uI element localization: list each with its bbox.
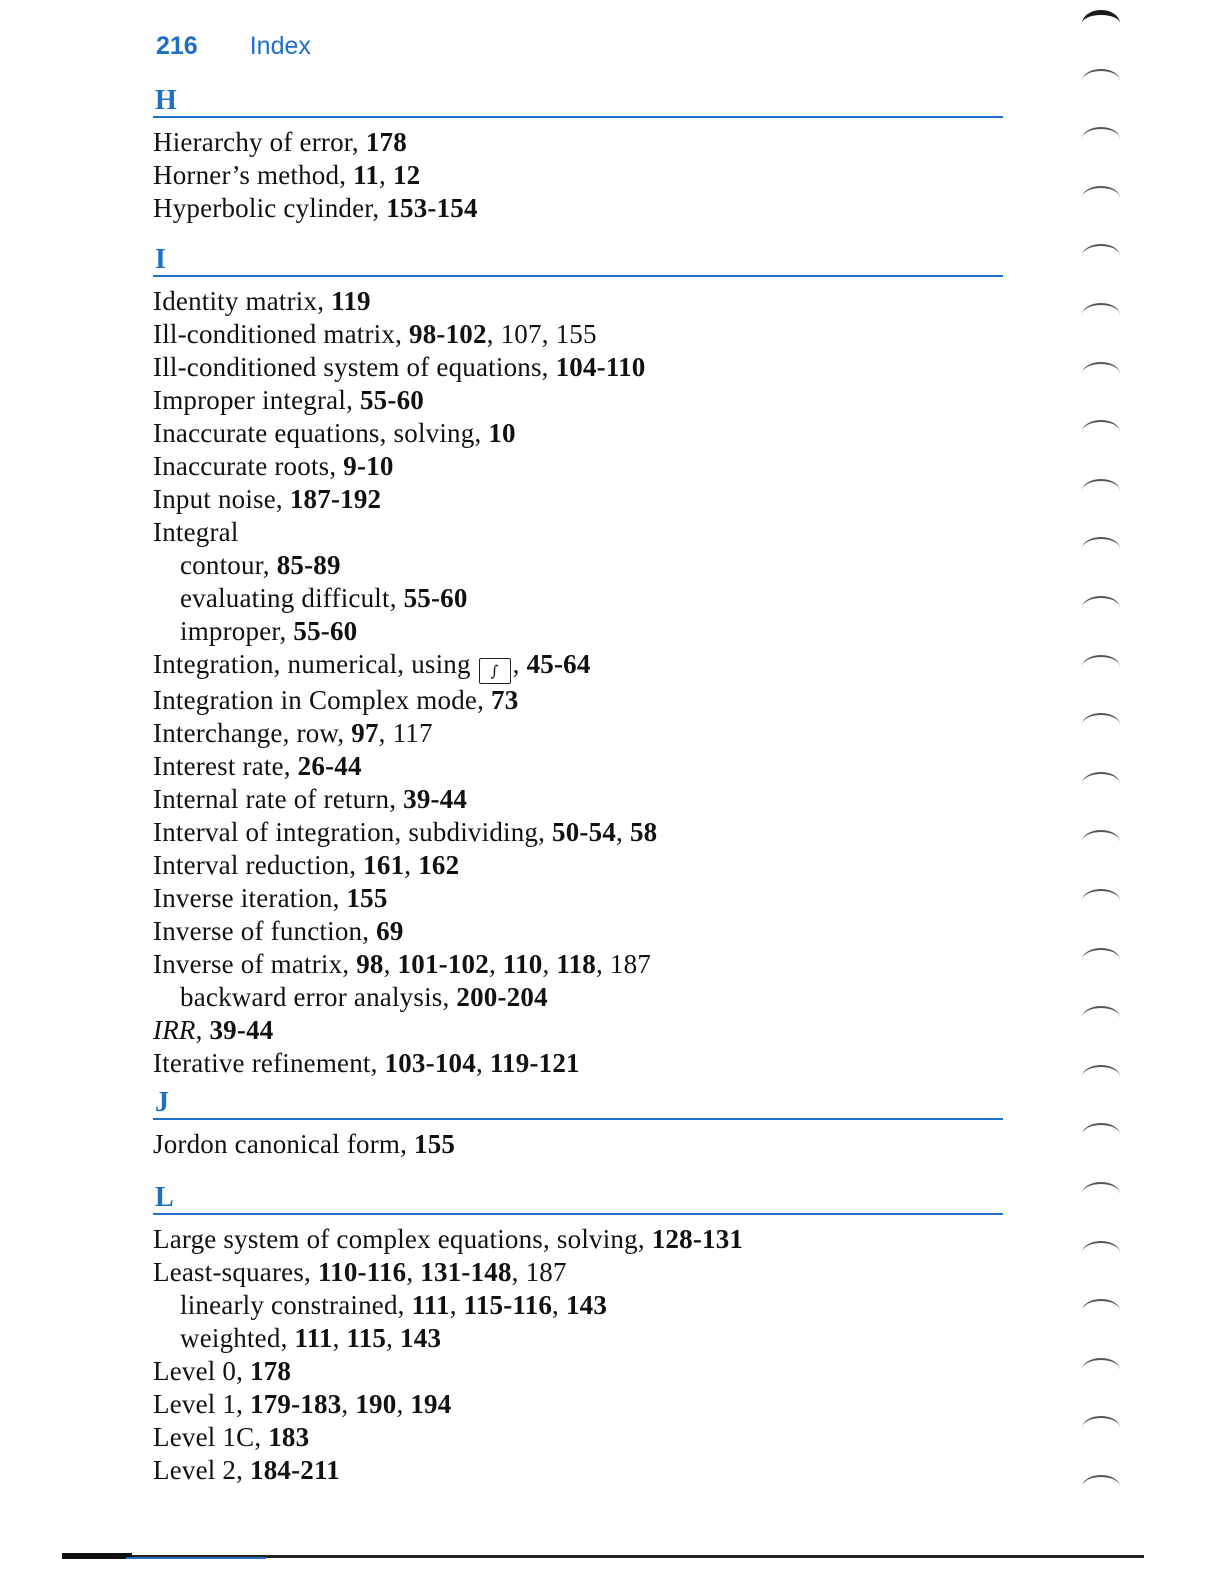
entry-text: Hyperbolic cylinder, — [153, 193, 387, 223]
entry-text: Interchange, row, — [153, 718, 352, 748]
section-header — [153, 84, 1003, 118]
index-entry — [153, 516, 1003, 549]
entry-text: Integral — [153, 517, 239, 547]
binding-ring-icon — [1082, 537, 1120, 561]
entry-text: , — [341, 1389, 356, 1419]
binding-ring-icon — [1082, 830, 1120, 854]
entry-text: , — [512, 649, 527, 679]
entry-text: , — [396, 1389, 411, 1419]
index-subentry — [153, 1322, 1003, 1355]
page-reference: 98 — [356, 949, 384, 979]
section-header — [153, 243, 1003, 277]
page-reference: 178 — [365, 127, 407, 157]
index-entry — [153, 684, 1003, 717]
page-reference: 153-154 — [386, 193, 478, 223]
index-entry — [153, 285, 1003, 318]
index-entry — [153, 159, 1003, 192]
index-section-l — [153, 1181, 1003, 1487]
index-entry — [153, 192, 1003, 225]
entry-text: evaluating difficult, — [180, 583, 404, 613]
entry-text: Large system of complex equations, solving, — [153, 1224, 652, 1254]
entry-text: Interval of integration, subdividing, — [153, 817, 553, 847]
page-reference: 178 — [250, 1356, 292, 1386]
entry-text: , 107, 155 — [486, 319, 597, 349]
page-reference: 10 — [488, 418, 516, 448]
binding-ring-icon — [1082, 948, 1120, 972]
page-reference: 128-131 — [651, 1224, 744, 1254]
binding-ring-icon — [1082, 10, 1120, 37]
entry-text: Inaccurate roots, — [153, 451, 344, 481]
page-reference: 179-183 — [250, 1389, 342, 1419]
index-entry — [153, 1421, 1003, 1454]
binding-ring-icon — [1082, 1006, 1120, 1030]
entry-text: Level 2, — [153, 1455, 251, 1485]
section-letter: L — [155, 1182, 174, 1213]
section-letter: H — [155, 85, 177, 116]
entry-text: Inverse of function, — [153, 916, 377, 946]
index-entry — [153, 816, 1003, 849]
page-reference: 143 — [565, 1290, 608, 1320]
page-reference: 187-192 — [289, 484, 382, 514]
index-entry — [153, 1256, 1003, 1289]
page-reference: 110-116 — [317, 1257, 407, 1287]
integrate-key-icon: ∫ — [479, 658, 511, 684]
page-reference: 9-10 — [343, 451, 394, 481]
index-entry — [153, 126, 1003, 159]
binding-ring-icon — [1082, 244, 1120, 268]
section-header — [153, 1086, 1003, 1120]
entry-list — [153, 1215, 1003, 1487]
page-reference: 26-44 — [297, 751, 362, 781]
entry-text: Ill-conditioned matrix, — [153, 319, 409, 349]
index-subentry — [153, 615, 1003, 648]
page-reference: 111 — [294, 1323, 333, 1353]
entry-text: , — [449, 1290, 464, 1320]
index-entry — [153, 882, 1003, 915]
page-reference: 39-44 — [403, 784, 468, 814]
index-entry — [153, 1454, 1003, 1487]
page-reference: 11 — [353, 160, 380, 190]
entry-text: contour, — [180, 550, 277, 580]
entry-text: Jordon canonical form, — [153, 1129, 415, 1159]
index-subentry — [153, 549, 1003, 582]
index-entry — [153, 717, 1003, 750]
page-reference: 55-60 — [293, 616, 358, 646]
binding-ring-icon — [1082, 1241, 1120, 1265]
index-entry — [153, 1128, 1003, 1161]
section-rule — [153, 1118, 1003, 1120]
binding-ring-icon — [1082, 1299, 1120, 1323]
page-reference: 98-102 — [409, 319, 487, 349]
entry-text: , — [475, 1048, 490, 1078]
entry-text: , 117 — [378, 718, 433, 748]
running-head — [156, 30, 311, 62]
entry-list — [153, 1120, 1003, 1161]
page-reference: 200-204 — [456, 982, 548, 1012]
entry-text: , 187 — [596, 949, 652, 979]
entry-text: Identity matrix, — [153, 286, 332, 316]
entry-text: Level 0, — [153, 1356, 251, 1386]
section-header — [153, 1181, 1003, 1215]
binding-ring-icon — [1082, 69, 1120, 93]
section-rule — [153, 116, 1003, 118]
entry-text: Level 1C, — [153, 1422, 269, 1452]
index-entry — [153, 948, 1003, 981]
page-reference: 111 — [411, 1290, 450, 1320]
binding-ring-icon — [1082, 713, 1120, 737]
section-letter: J — [155, 1087, 169, 1118]
entry-text: backward error analysis, — [180, 982, 457, 1012]
page-reference: 58 — [629, 817, 658, 847]
page-reference: 110 — [502, 949, 543, 979]
page-reference: 183 — [268, 1422, 310, 1452]
entry-text: improper, — [180, 616, 294, 646]
page-reference: 115-116 — [463, 1290, 553, 1320]
index-entry — [153, 450, 1003, 483]
entry-text: , — [195, 1015, 210, 1045]
binding-ring-icon — [1082, 479, 1120, 503]
page-reference: 131-148 — [420, 1257, 512, 1287]
index-entry — [153, 849, 1003, 882]
entry-list — [153, 277, 1003, 1080]
entry-text: , — [552, 1290, 566, 1320]
binding-ring-icon — [1082, 127, 1120, 151]
index-section-h — [153, 84, 1003, 225]
section-rule — [153, 1213, 1003, 1215]
entry-text: , — [406, 1257, 421, 1287]
entry-text: , — [383, 949, 398, 979]
entry-text: , — [379, 160, 393, 190]
page-reference: 104-110 — [555, 352, 646, 382]
index-entry — [153, 1014, 1003, 1047]
index-entry — [153, 1388, 1003, 1421]
page-reference: 119-121 — [489, 1048, 580, 1078]
page-reference: 118 — [556, 949, 597, 979]
bottom-accent-line — [126, 1557, 266, 1559]
binding-ring-icon — [1082, 772, 1120, 796]
page-reference: 69 — [376, 916, 404, 946]
index-entry — [153, 1355, 1003, 1388]
page-reference: 162 — [418, 850, 460, 880]
entry-text: Horner’s method, — [153, 160, 354, 190]
entry-text: , — [616, 817, 630, 847]
index-entry — [153, 1223, 1003, 1256]
binding-ring-icon — [1082, 1123, 1120, 1147]
entry-text: Interval reduction, — [153, 850, 364, 880]
binding-ring-icon — [1082, 362, 1120, 386]
entry-text: Ill-conditioned system of equations, — [153, 352, 556, 382]
page-reference: 55-60 — [403, 583, 468, 613]
index-subentry — [153, 1289, 1003, 1322]
entry-text: , — [542, 949, 557, 979]
binding-ring-icon — [1082, 186, 1120, 210]
entry-text: Integration in Complex mode, — [153, 685, 491, 715]
index-entry — [153, 351, 1003, 384]
spiral-binding — [1082, 0, 1142, 1584]
page-title: Index — [249, 32, 311, 60]
entry-list — [153, 118, 1003, 225]
page-reference: 184-211 — [250, 1455, 340, 1485]
binding-ring-icon — [1082, 420, 1120, 444]
entry-text: Internal rate of return, — [153, 784, 404, 814]
entry-text: , — [332, 1323, 347, 1353]
index-entry — [153, 915, 1003, 948]
page-reference: 73 — [491, 685, 519, 715]
page-reference: 194 — [410, 1389, 452, 1419]
page-reference: 161 — [363, 850, 405, 880]
page-number: 216 — [156, 32, 198, 60]
binding-ring-icon — [1082, 1416, 1120, 1440]
binding-ring-icon — [1082, 1182, 1120, 1206]
entry-term: IRR — [153, 1015, 196, 1045]
entry-text: Inaccurate equations, solving, — [153, 418, 489, 448]
page-reference: 39-44 — [209, 1015, 274, 1045]
entry-text: Inverse of matrix, — [153, 949, 357, 979]
index-entry — [153, 417, 1003, 450]
entry-text: Interest rate, — [153, 751, 298, 781]
page-reference: 115 — [346, 1323, 387, 1353]
index-entry — [153, 483, 1003, 516]
entry-text: Level 1, — [153, 1389, 251, 1419]
entry-text: Inverse iteration, — [153, 883, 347, 913]
index-subentry — [153, 981, 1003, 1014]
index-section-j — [153, 1086, 1003, 1161]
page-reference: 45-64 — [526, 649, 591, 679]
index-entry — [153, 750, 1003, 783]
entry-text: , 187 — [511, 1257, 567, 1287]
page-reference: 119 — [331, 286, 371, 316]
entry-text: , — [404, 850, 419, 880]
page-reference: 190 — [355, 1389, 397, 1419]
page-reference: 50-54 — [552, 817, 617, 847]
binding-ring-icon — [1082, 1475, 1120, 1499]
index-entry — [153, 783, 1003, 816]
entry-text: Input noise, — [153, 484, 290, 514]
entry-text: Hierarchy of error, — [153, 127, 366, 157]
entry-text: Least-squares, — [153, 1257, 318, 1287]
index-entry — [153, 648, 1003, 684]
index-entry — [153, 318, 1003, 351]
page-reference: 155 — [414, 1129, 456, 1159]
entry-text: weighted, — [180, 1323, 295, 1353]
binding-ring-icon — [1082, 1065, 1120, 1089]
entry-text: Iterative refinement, — [153, 1048, 385, 1078]
binding-ring-icon — [1082, 655, 1120, 679]
section-rule — [153, 275, 1003, 277]
page-reference: 55-60 — [359, 385, 424, 415]
page-reference: 85-89 — [276, 550, 341, 580]
index-section-i — [153, 243, 1003, 1080]
binding-ring-icon — [1082, 889, 1120, 913]
page-reference: 103-104 — [384, 1048, 476, 1078]
entry-text: , — [488, 949, 503, 979]
page-reference: 143 — [400, 1323, 442, 1353]
binding-ring-icon — [1082, 596, 1120, 620]
index-entry — [153, 1047, 1003, 1080]
page-reference: 97 — [351, 718, 379, 748]
section-letter: I — [155, 244, 166, 275]
page-reference: 155 — [346, 883, 388, 913]
entry-text: , — [386, 1323, 401, 1353]
index-subentry — [153, 582, 1003, 615]
binding-ring-icon — [1082, 303, 1120, 327]
index-list — [153, 84, 1003, 1487]
entry-text: Integration, numerical, using — [153, 649, 478, 679]
page-reference: 101-102 — [397, 949, 489, 979]
index-entry — [153, 384, 1003, 417]
page-reference: 12 — [392, 160, 421, 190]
binding-ring-icon — [1082, 1358, 1120, 1382]
entry-text: Improper integral, — [153, 385, 360, 415]
entry-text: linearly constrained, — [180, 1290, 412, 1320]
